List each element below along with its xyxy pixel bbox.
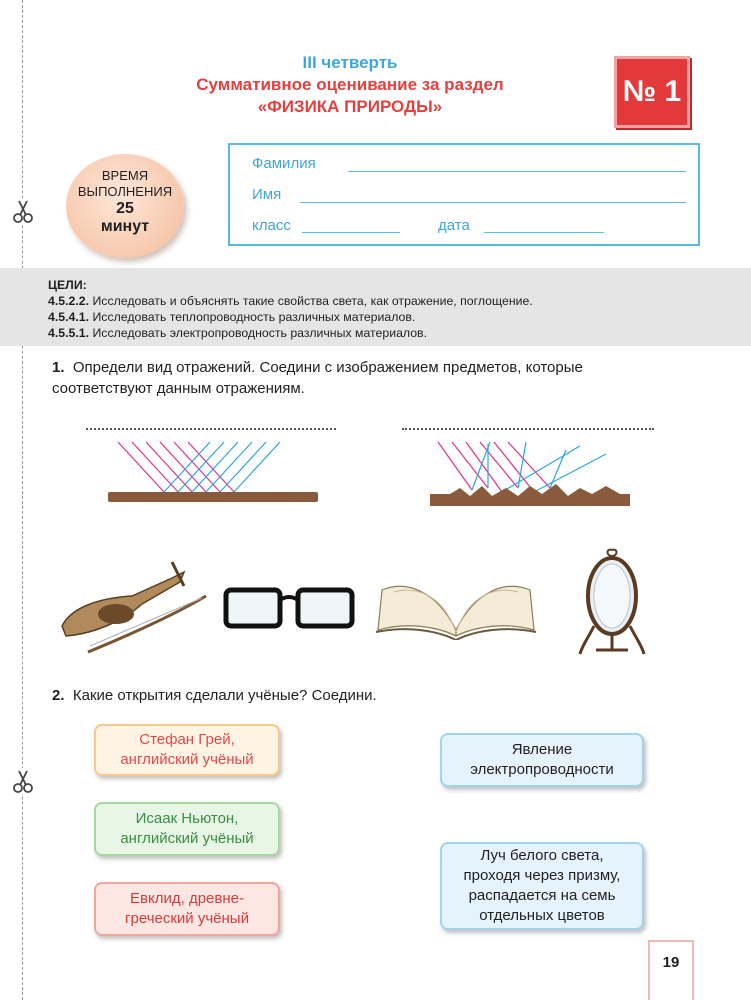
assessment-number-badge: № 1 xyxy=(614,56,690,128)
answer-line-2[interactable] xyxy=(402,428,654,430)
surname-field[interactable] xyxy=(348,171,686,172)
surname-label: Фамилия xyxy=(252,155,316,172)
specular-reflection-diagram xyxy=(108,438,318,506)
time-label-2: ВЫПОЛНЕНИЯ xyxy=(77,184,173,199)
student-info-box xyxy=(228,143,700,246)
goal-item: 4.5.4.1. Исследовать теплопроводность различных материалов. xyxy=(48,310,416,324)
mirror-image xyxy=(572,546,652,658)
section-title: «ФИЗИКА ПРИРОДЫ» xyxy=(257,97,443,116)
name-label: Имя xyxy=(252,186,282,203)
goal-item: 4.5.2.2. Исследовать и объяснять такие свойства света, как отражение, поглощение. xyxy=(48,294,533,308)
open-book-image xyxy=(376,570,536,640)
scientist-card-euclid[interactable]: Евклид, древне- греческий учёный xyxy=(94,882,280,936)
time-unit: минут xyxy=(100,218,150,235)
name-field[interactable] xyxy=(300,202,686,203)
page-number: 19 xyxy=(648,940,694,1000)
goal-item: 4.5.5.1. Исследовать электропроводность различных материалов. xyxy=(48,326,428,340)
scientist-card-newton[interactable]: Исаак Ньютон, английский учёный xyxy=(94,802,280,856)
scissors-icon xyxy=(10,198,36,224)
discovery-card-electroconductivity[interactable]: Явление электропроводности xyxy=(440,733,644,787)
kobyz-instrument-image xyxy=(52,556,210,656)
time-value: 25 xyxy=(116,200,134,217)
task-1-text: 1. Определи вид отражений. Соедини с изображением предметов, которые соответствуют данным отражениям. xyxy=(52,359,583,397)
class-field[interactable] xyxy=(302,232,400,233)
answer-line-1[interactable] xyxy=(86,428,336,430)
cut-line xyxy=(22,0,23,1000)
glasses-image xyxy=(222,584,356,634)
class-label: класс xyxy=(252,217,291,234)
date-field[interactable] xyxy=(484,232,604,233)
goals-block xyxy=(0,268,751,346)
scientist-card-grey[interactable]: Стефан Грей, английский учёный xyxy=(94,724,280,776)
discovery-card-prism[interactable]: Луч белого света, проходя через призму, распадается на семь отдельных цветов xyxy=(440,842,644,930)
time-badge xyxy=(66,154,184,258)
scissors-icon xyxy=(10,768,36,794)
page-header xyxy=(100,52,600,118)
task-2-text: 2. Какие открытия сделали учёные? Соедини. xyxy=(52,687,377,704)
time-label-1: ВРЕМЯ xyxy=(101,168,149,183)
date-label: дата xyxy=(438,217,470,234)
diffuse-reflection-diagram xyxy=(430,438,630,508)
goals-title: ЦЕЛИ: xyxy=(48,278,87,292)
quarter-title: III четверть xyxy=(302,53,398,72)
assessment-subtitle: Суммативное оценивание за раздел xyxy=(196,75,504,94)
